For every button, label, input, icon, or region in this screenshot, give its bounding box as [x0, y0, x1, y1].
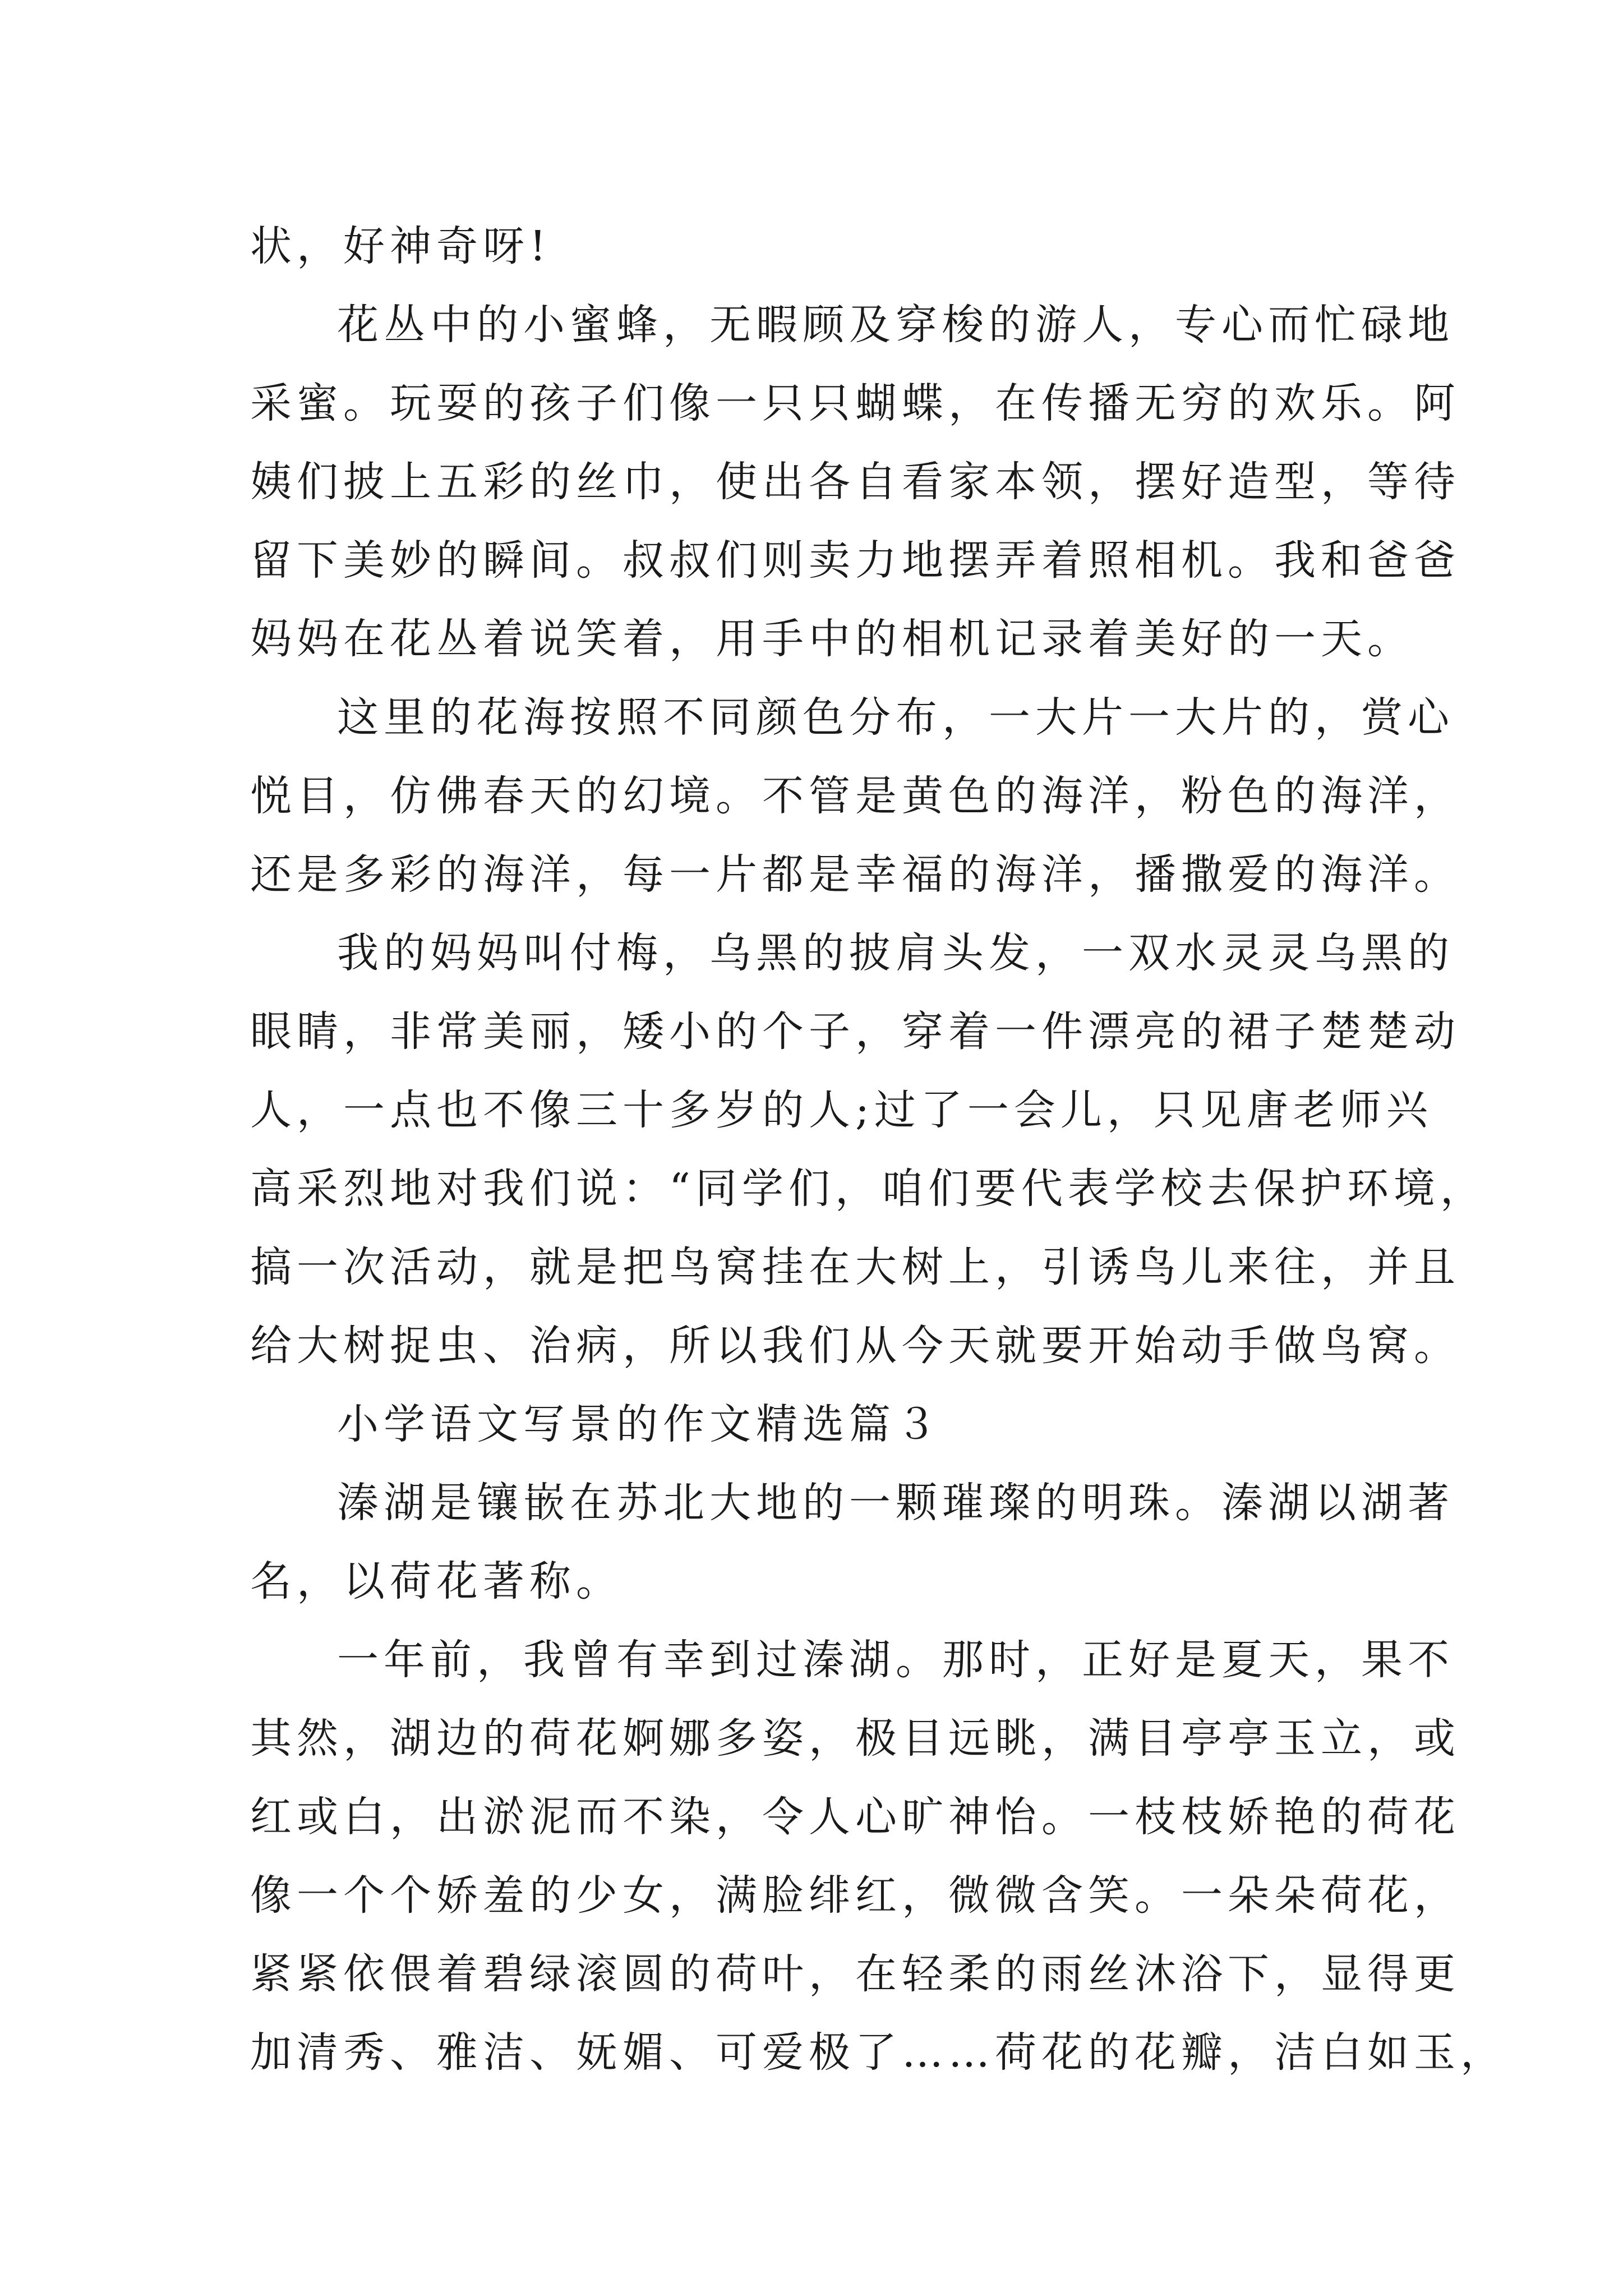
text-line: 给大树捉虫、治病，所以我们从今天就要开始动手做鸟窝。	[250, 1322, 1460, 1370]
text-line: 状，好神奇呀!	[250, 222, 551, 270]
text-line: 名，以荷花著称。	[250, 1557, 623, 1605]
text-line: 眼睛，非常美丽，矮小的个子，穿着一件漂亮的裙子楚楚动	[250, 1007, 1460, 1056]
text-line: 我的妈妈叫付梅，乌黑的披肩头发，一双水灵灵乌黑的	[337, 929, 1454, 977]
text-line: 采蜜。玩耍的孩子们像一只只蝴蝶，在传播无穷的欢乐。阿	[250, 379, 1460, 427]
text-line: 高采烈地对我们说：“同学们，咱们要代表学校去保护环境，	[250, 1165, 1487, 1213]
text-line: 加清秀、雅洁、妩媚、可爱极了……荷花的花瓣，洁白如玉，	[250, 2028, 1507, 2077]
text-line: 一年前，我曾有幸到过溱湖。那时，正好是夏天，果不	[337, 1636, 1454, 1684]
text-line: 人，一点也不像三十多岁的人;过了一会儿，只见唐老师兴	[250, 1086, 1433, 1134]
text-line: 其然，湖边的荷花婀娜多姿，极目远眺，满目亭亭玉立，或	[250, 1714, 1460, 1763]
text-line: 这里的花海按照不同颜色分布，一大片一大片的，赏心	[337, 693, 1454, 742]
text-line: 妈妈在花丛着说笑着，用手中的相机记录着美好的一天。	[250, 615, 1414, 663]
text-line: 悦目，仿佛春天的幻境。不管是黄色的海洋，粉色的海洋，	[250, 772, 1460, 820]
section-heading: 小学语文写景的作文精选篇３	[337, 1400, 942, 1448]
text-line: 留下美妙的瞬间。叔叔们则卖力地摆弄着照相机。我和爸爸	[250, 536, 1460, 585]
text-line: 姨们披上五彩的丝巾，使出各自看家本领，摆好造型，等待	[250, 458, 1460, 506]
text-line: 像一个个娇羞的少女，满脸绯红，微微含笑。一朵朵荷花，	[250, 1871, 1460, 1920]
text-line: 紧紧依偎着碧绿滚圆的荷叶，在轻柔的雨丝沐浴下，显得更	[250, 1950, 1460, 1998]
text-line: 红或白，出淤泥而不染，令人心旷神怡。一枝枝娇艳的荷花	[250, 1793, 1460, 1841]
text-line: 花丛中的小蜜蜂，无暇顾及穿梭的游人，专心而忙碌地	[337, 301, 1454, 349]
text-line: 还是多彩的海洋，每一片都是幸福的海洋，播撒爱的海洋。	[250, 850, 1460, 899]
text-line: 溱湖是镶嵌在苏北大地的一颗璀璨的明珠。溱湖以湖著	[337, 1479, 1454, 1527]
text-line: 搞一次活动，就是把鸟窝挂在大树上，引诱鸟儿来往，并且	[250, 1243, 1460, 1291]
